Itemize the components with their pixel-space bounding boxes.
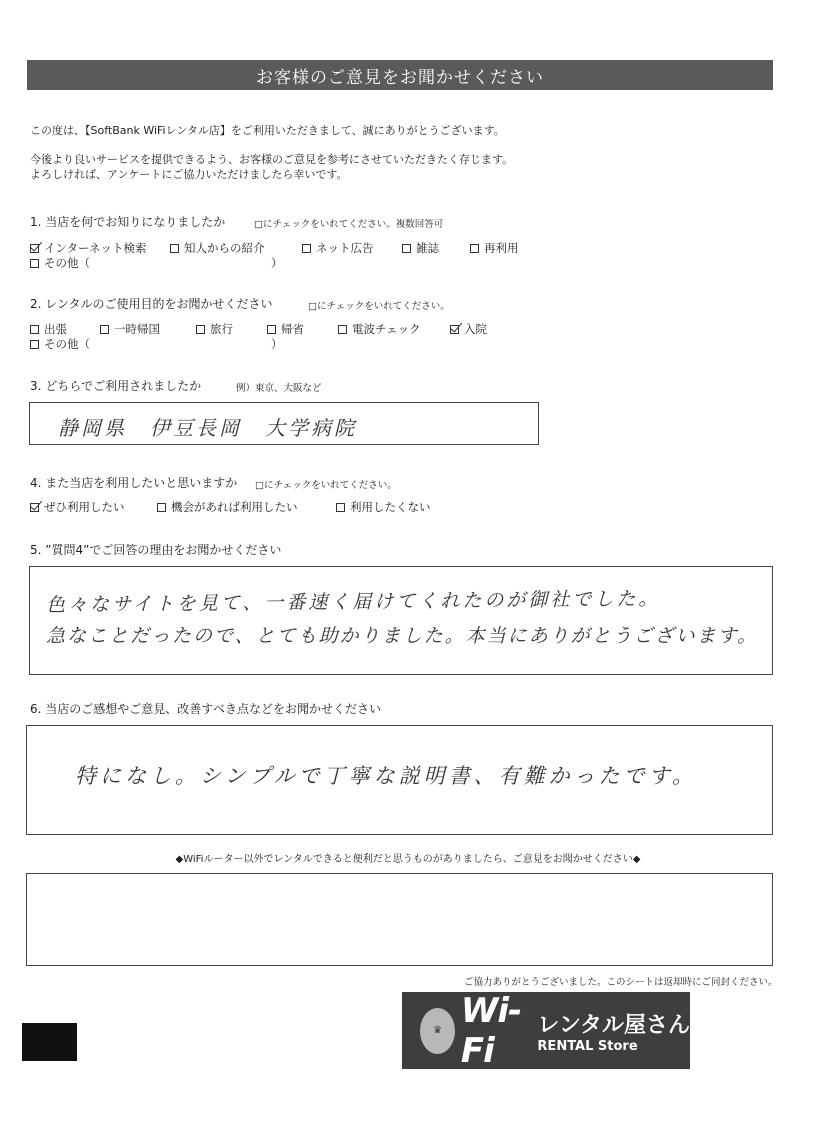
redaction-block: [22, 1023, 77, 1061]
q4-label: 4. また当店を利用したいと思いますか: [30, 476, 238, 490]
q2-option-business-trip[interactable]: 出張: [30, 321, 67, 337]
q2-option-other[interactable]: その他（: [30, 336, 90, 352]
q1-option-referral[interactable]: 知人からの紹介: [170, 240, 265, 256]
q1-option-internet-search[interactable]: インターネット検索: [30, 240, 146, 256]
checkbox[interactable]: [170, 244, 179, 253]
q1-option-magazine[interactable]: 雑誌: [402, 240, 439, 256]
q3-answer-box[interactable]: [29, 402, 539, 445]
footer-thanks: ご協力ありがとうございました。このシートは返却時にご同封ください。: [464, 977, 778, 988]
q2-option-travel[interactable]: 旅行: [196, 321, 233, 337]
q1-option-reuse[interactable]: 再利用: [470, 240, 519, 256]
q3-note: 例）東京、大阪など: [236, 383, 322, 394]
q7-label: ◆WiFiルーター以外でレンタルできると便利だと思うものがありましたら、ご意見をお聞かせください◆: [175, 854, 641, 865]
q4-note: □にチェックをいれてください。: [255, 480, 397, 491]
intro-line-1: この度は、【SoftBank WiFiレンタル店】をご利用いただきまして、誠にありがとうございます。: [30, 124, 505, 137]
checkbox[interactable]: [30, 340, 39, 349]
logo-en-text: RENTAL Store: [537, 1038, 638, 1054]
q6-label: 6. 当店のご感想やご意見、改善すべき点などをお聞かせください: [30, 702, 382, 716]
checkbox[interactable]: [338, 325, 347, 334]
q5-answer-box[interactable]: [29, 566, 773, 675]
checkbox-checked[interactable]: [450, 325, 459, 334]
q2-label: 2. レンタルのご使用目的をお聞かせください: [30, 297, 273, 311]
q1-option-net-ad[interactable]: ネット広告: [302, 240, 374, 256]
q6-answer-box[interactable]: [26, 725, 773, 835]
intro-line-3: よろしければ、アンケートにご協力いただけましたら幸いです。: [30, 168, 348, 181]
q1-note: □にチェックをいれてください。複数回答可: [254, 219, 444, 230]
logo-wifi-text: Wi-Fi: [460, 990, 522, 1071]
q2-other-close: ）: [271, 337, 283, 351]
q1-label: 1. 当店を何でお知りになりましたか: [30, 215, 226, 229]
checkbox[interactable]: [470, 244, 479, 253]
crown-mascot-icon: ♛: [420, 1008, 455, 1054]
checkbox[interactable]: [267, 325, 276, 334]
checkbox[interactable]: [30, 325, 39, 334]
store-logo: [402, 992, 690, 1069]
checkbox[interactable]: [336, 503, 345, 512]
q2-option-signal-check[interactable]: 電波チェック: [338, 321, 421, 337]
q5-handwritten-line-2: 急なことだったので、とても助かりました。本当にありがとうございます。: [46, 625, 759, 647]
q2-option-hospitalization[interactable]: 入院: [450, 321, 487, 337]
q1-option-other[interactable]: その他（: [30, 255, 90, 271]
q3-label: 3. どちらでご利用されましたか: [30, 379, 202, 393]
q2-option-temporary-return[interactable]: 一時帰国: [100, 321, 160, 337]
checkbox-checked[interactable]: [30, 244, 39, 253]
q4-option-if-chance[interactable]: 機会があれば利用したい: [157, 499, 298, 515]
checkbox[interactable]: [196, 325, 205, 334]
q5-label: 5. ”質問4”でご回答の理由をお聞かせください: [30, 543, 282, 557]
q7-answer-box[interactable]: [26, 873, 773, 966]
q1-other-close: ）: [271, 256, 283, 270]
q2-option-homecoming[interactable]: 帰省: [267, 321, 304, 337]
q2-note: □にチェックをいれてください。: [308, 301, 450, 312]
checkbox[interactable]: [157, 503, 166, 512]
form-title: お客様のご意見をお聞かせください: [27, 60, 773, 90]
q6-handwritten-answer: 特になし。シンプルで丁寧な説明書、有難かったです。: [75, 764, 697, 788]
checkbox[interactable]: [402, 244, 411, 253]
q3-handwritten-answer: 静岡県 伊豆長岡 大学病院: [58, 416, 357, 440]
q5-handwritten-line-1: 色々なサイトを見て、一番速く届けてくれたのが御社でした。: [45, 587, 661, 617]
checkbox-checked[interactable]: [30, 503, 39, 512]
q4-option-no[interactable]: 利用したくない: [336, 499, 431, 515]
checkbox[interactable]: [30, 259, 39, 268]
checkbox[interactable]: [100, 325, 109, 334]
intro-line-2: 今後より良いサービスを提供できるよう、お客様のご意見を参考にさせていただきたく存じます。: [30, 153, 514, 166]
q4-option-definitely[interactable]: ぜひ利用したい: [30, 499, 125, 515]
checkbox[interactable]: [302, 244, 311, 253]
logo-jp-text: レンタル屋さん: [537, 1012, 690, 1038]
